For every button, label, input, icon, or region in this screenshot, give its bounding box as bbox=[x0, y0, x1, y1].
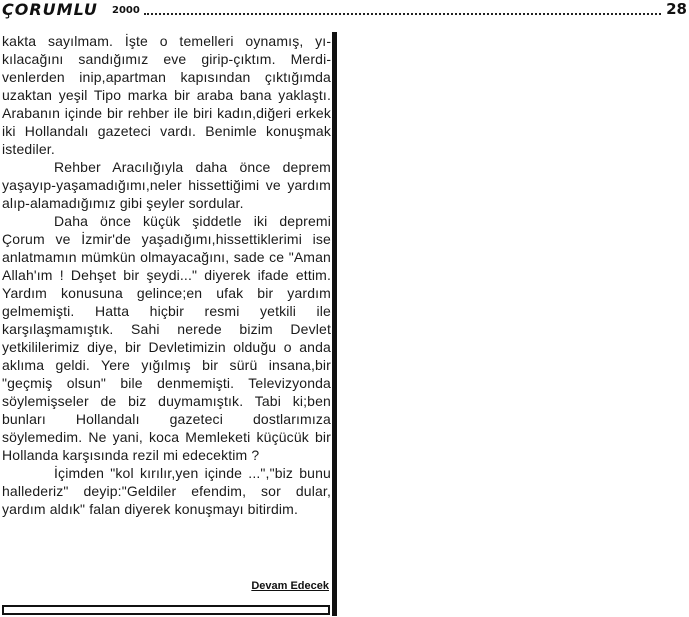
article-paragraph-1: kakta sayılmam. İşte o temelleri oynamış, yıkılacağını sandığımız eve girip-çıktım. Merdivenlerden inip,apartman kapısından çıktığımda uzaktan yeşil Tipo marka bir araba bana yaklaştı. Arabanın içinde bir rehber ile biri kadın,diğeri erkek iki Hollandalı gazeteci vardı. Benimle konuşmak istediler. bbox=[2, 33, 331, 157]
header-dotted-rule bbox=[144, 13, 661, 15]
column-vertical-rule bbox=[332, 32, 337, 616]
magazine-logo: ÇORUMLU bbox=[2, 0, 98, 19]
continued-label: Devam Edecek bbox=[251, 580, 329, 592]
article-paragraph-2: Rehber Aracılığıyla daha önce deprem yaşayıp-yaşamadığımı,neler hissettiğimi ve yardım alıp-alamadığımız gibi şeyler sordular. bbox=[2, 159, 331, 211]
page-number: 28 bbox=[666, 0, 687, 18]
issue-year: 2000 bbox=[112, 5, 140, 16]
column-bottom-bar bbox=[2, 605, 330, 615]
article-paragraph-3: Daha önce küçük şiddetle iki depremi Çorum ve İzmir'de yaşadığımı,hissettiklerimi ise anlatmamın mümkün olmayacağını, sade ce "Aman Allah'ım ! Dehşet bir şeydi..." diyerek ifade ettim. Yardım konusuna gelince;en ufak bir yardım gelmemişti. Hatta hiçbir resmi yetkili ile karşılaşmamıştık. Sahi nerede bizim Devlet yetkililerimiz diye, bir Devletimizin olduğu o anda aklıma geldi. Yere yığılmış bir sürü insana,bir "geçmiş olsun" bile denmemişti. Televizyonda söylemişseler de biz duymamıştık. Tabi ki;ben bunları Hollandalı gazeteci dostlarımıza söylemedim. Ne yani, koca Memleketi küçücük bir Hollanda karşısında rezil mi edecektim ? bbox=[2, 213, 331, 463]
article-paragraph-4: İçimden "kol kırılır,yen içinde ...","biz bunu hallederiz" deyip:"Geldiler efendim, sor dular, yardım aldık" falan diyerek konuşmayı bitirdim. bbox=[2, 465, 331, 517]
article-column bbox=[2, 32, 331, 518]
page-header bbox=[0, 0, 689, 22]
